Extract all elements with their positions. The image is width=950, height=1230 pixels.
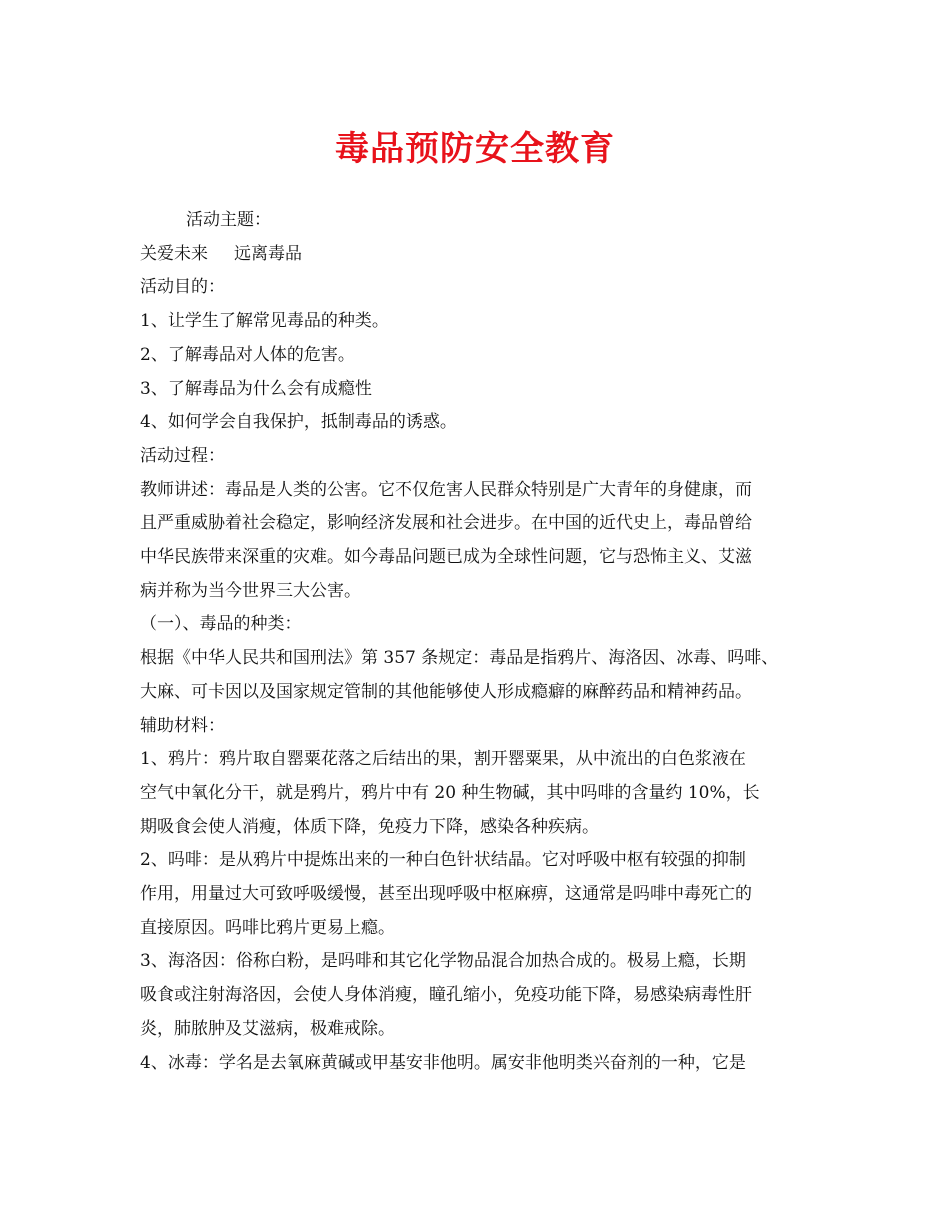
document-title: 毒品预防安全教育: [335, 129, 615, 169]
paragraph-line: 3、海洛因：俗称白粉，是吗啡和其它化学物品混合加热合成的。极易上瘾，长期: [140, 951, 746, 972]
paragraph-line: 作用，用量过大可致呼吸缓慢，甚至出现呼吸中枢麻痹，这通常是吗啡中毒死亡的: [140, 884, 752, 905]
paragraph-line: 病并称为当今世界三大公害。: [140, 580, 361, 601]
purpose-item-3: 3、了解毒品为什么会有成瘾性: [140, 378, 372, 399]
purpose-item-2: 2、了解毒品对人体的危害。: [140, 344, 355, 365]
paragraph-line: 期吸食会使人消瘦，体质下降，免疫力下降，感染各种疾病。: [140, 816, 599, 837]
paragraph-line: 大麻、可卡因以及国家规定管制的其他能够使人形成瘾癖的麻醉药品和精神药品。: [140, 681, 752, 702]
paragraph-line: 炎，肺脓肿及艾滋病，极难戒除。: [140, 1018, 395, 1039]
theme-heading: 活动主题：: [186, 210, 271, 230]
document-body: [140, 204, 820, 1080]
paragraph-line: 教师讲述：毒品是人类的公害。它不仅危害人民群众特别是广大青年的身健康，而: [140, 479, 752, 500]
paragraph-line: 2、吗啡：是从鸦片中提炼出来的一种白色针状结晶。它对呼吸中枢有较强的抑制: [140, 850, 746, 871]
purpose-heading: 活动目的：: [140, 277, 225, 298]
purpose-item-4: 4、如何学会自我保护，抵制毒品的诱惑。: [140, 412, 457, 433]
paragraph-line: 吸食或注射海洛因，会使人身体消瘦，瞳孔缩小，免疫功能下降，易感染病毒性肝: [140, 985, 752, 1006]
paragraph-line: 中华民族带来深重的灾难。如今毒品问题已成为全球性问题，它与恐怖主义、艾滋: [140, 547, 752, 568]
process-heading: 活动过程：: [140, 445, 225, 466]
paragraph-line: 空气中氧化分干，就是鸦片，鸦片中有 20 种生物碱，其中吗啡的含量约 10%，长: [140, 782, 760, 803]
paragraph-line: 直接原因。吗啡比鸦片更易上瘾。: [140, 917, 395, 938]
section-heading-drug-types: （一）、毒品的种类：: [140, 614, 302, 635]
paragraph-line: 1、鸦片：鸦片取自罂粟花落之后结出的果，割开罂粟果，从中流出的白色浆液在: [140, 749, 746, 770]
purpose-item-1: 1、让学生了解常见毒品的种类。: [140, 311, 389, 332]
materials-heading: 辅助材料：: [140, 715, 225, 736]
paragraph-line: 且严重威胁着社会稳定，影响经济发展和社会进步。在中国的近代史上，毒品曾给: [140, 513, 752, 534]
paragraph-line: 4、冰毒：学名是去氧麻黄碱或甲基安非他明。属安非他明类兴奋剂的一种，它是: [140, 1052, 746, 1073]
theme-part-1: 关爱未来: [140, 243, 208, 264]
theme-part-2: 远离毒品: [234, 243, 302, 264]
theme-line: [140, 238, 820, 272]
paragraph-line: 根据《中华人民共和国刑法》第 357 条规定：毒品是指鸦片、海洛因、冰毒、吗啡、: [140, 648, 779, 669]
